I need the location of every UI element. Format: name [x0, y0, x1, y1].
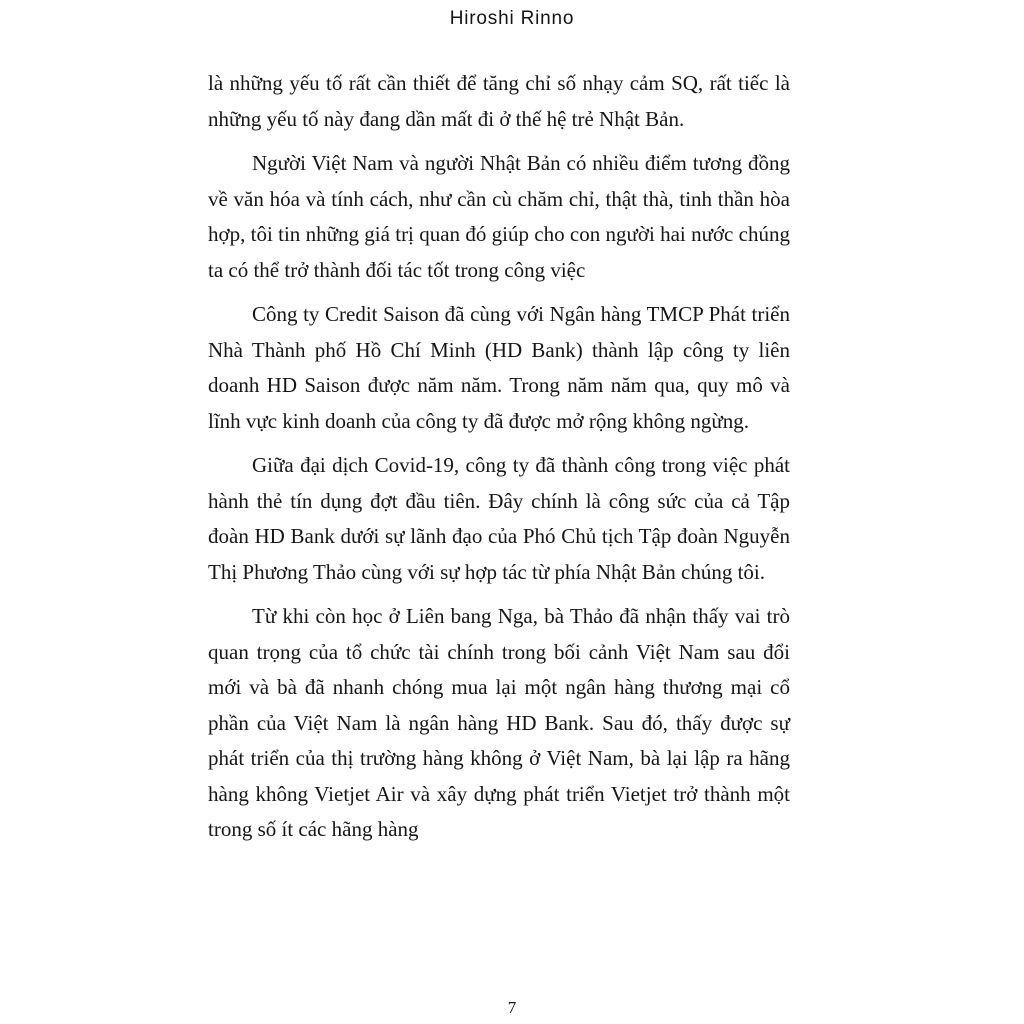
- page-body: [208, 66, 790, 857]
- paragraph: Từ khi còn học ở Liên bang Nga, bà Thảo đã nhận thấy vai trò quan trọng của tổ chức tài chính trong bối cảnh Việt Nam sau đổi mới và bà đã nhanh chóng mua lại một ngân hàng thương mại cổ phần của Việt Nam là ngân hàng HD Bank. Sau đó, thấy được sự phát triển của thị trường hàng không ở Việt Nam, bà lại lập ra hãng hàng không Vietjet Air và xây dựng phát triển Vietjet trở thành một trong số ít các hãng hàng: [208, 604, 790, 841]
- page-number: 7: [507, 998, 517, 1017]
- running-header: Hiroshi Rinno: [449, 8, 575, 29]
- paragraph: là những yếu tố rất cần thiết để tăng chỉ số nhạy cảm SQ, rất tiếc là những yếu tố này đang dần mất đi ở thế hệ trẻ Nhật Bản.: [208, 71, 790, 131]
- paragraph: Giữa đại dịch Covid-19, công ty đã thành công trong việc phát hành thẻ tín dụng đợt đầu tiên. Đây chính là công sức của cả Tập đoàn HD Bank dưới sự lãnh đạo của Phó Chủ tịch Tập đoàn Nguyễn Thị Phương Thảo cùng với sự hợp tác từ phía Nhật Bản chúng tôi.: [208, 453, 790, 584]
- paragraph: Người Việt Nam và người Nhật Bản có nhiều điểm tương đồng về văn hóa và tính cách, như cần cù chăm chỉ, thật thà, tinh thần hòa hợp, tôi tin những giá trị quan đó giúp cho con người hai nước chúng ta có thể trở thành đối tác tốt trong công việc: [208, 151, 790, 282]
- paragraph: Công ty Credit Saison đã cùng với Ngân hàng TMCP Phát triển Nhà Thành phố Hồ Chí Minh (HD Bank) thành lập công ty liên doanh HD Saison được năm năm. Trong năm năm qua, quy mô và lĩnh vực kinh doanh của công ty đã được mở rộng không ngừng.: [208, 302, 790, 433]
